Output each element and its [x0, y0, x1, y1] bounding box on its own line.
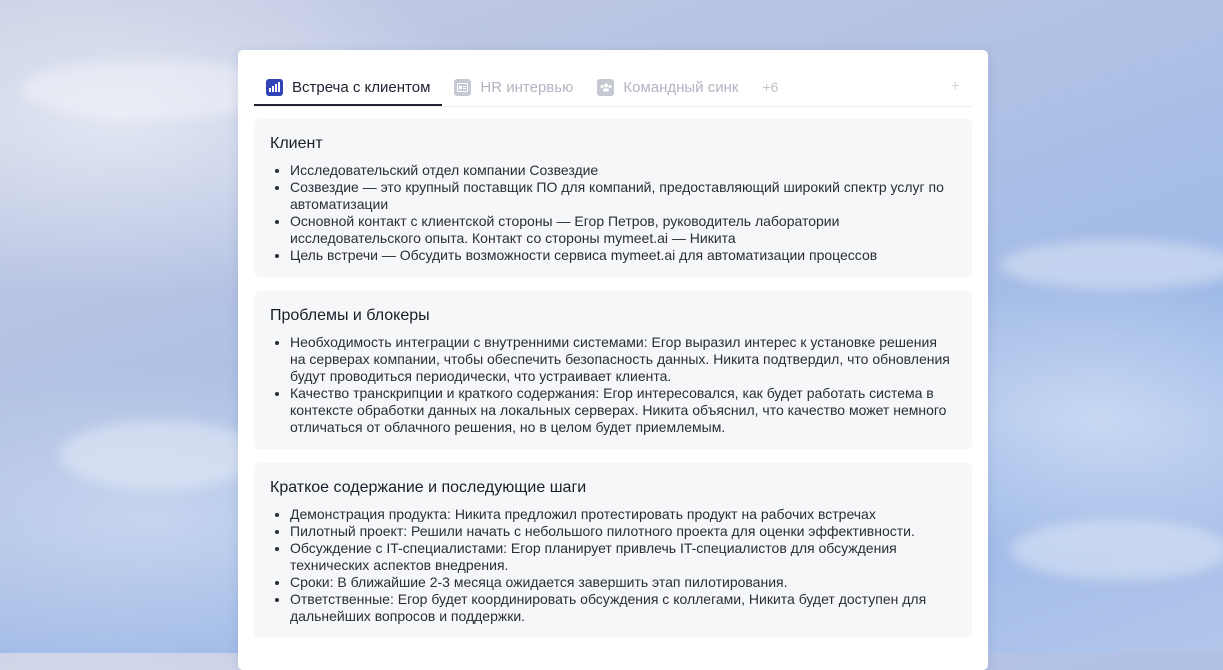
section-title: Клиент: [270, 135, 323, 152]
section-client: [254, 119, 972, 277]
list-item: • Пилотный проект: Решили начать с небольшого пилотного проекта для оценки эффективности.: [290, 523, 956, 540]
meeting-summary-card: [238, 50, 988, 670]
section-title: Проблемы и блокеры: [270, 307, 430, 324]
tab-hr-interview[interactable]: [442, 70, 585, 104]
list-item: • Цель встречи — Обсудить возможности сервиса mymeet.ai для автоматизации процессов: [290, 247, 956, 264]
list-item: • Ответственные: Егор будет координировать обсуждения с коллегами, Никита будет доступен для дальнейших вопросов и поддержки.: [290, 591, 956, 625]
tab-label: HR интервью: [480, 78, 574, 96]
list-item: • Обсуждение с IT-специалистами: Егор планирует привлечь IT-специалистов для обсуждения технических аспектов внедрения.: [290, 540, 956, 574]
section-title: Краткое содержание и последующие шаги: [270, 479, 587, 496]
cloud-decoration: [60, 420, 260, 490]
template-tabs: [254, 70, 972, 107]
section-list: [254, 506, 956, 625]
chart-bars-icon: [266, 79, 283, 96]
section-problems-blockers: [254, 291, 972, 449]
id-card-icon: [454, 79, 471, 96]
tab-label: Командный синк: [623, 78, 739, 96]
section-list: [254, 162, 956, 264]
list-item: • Демонстрация продукта: Никита предложил протестировать продукт на рабочих встречах: [290, 506, 956, 523]
add-tab-button[interactable]: +: [950, 78, 960, 95]
cloud-decoration: [1000, 240, 1223, 290]
cloud-decoration: [1010, 520, 1223, 580]
list-item: • Сроки: В ближайшие 2-3 месяца ожидается завершить этап пилотирования.: [290, 574, 956, 591]
list-item: • Основной контакт с клиентской стороны — Егор Петров, руководитель лаборатории исследовательского опыта. Контакт со стороны mymeet.ai — Никита: [290, 213, 956, 247]
more-tabs-button[interactable]: +6: [762, 79, 779, 95]
list-item: • Созвездие — это крупный поставщик ПО для компаний, предоставляющий широкий спектр услуг по автоматизации: [290, 179, 956, 213]
list-item: • Исследовательский отдел компании Созвездие: [290, 162, 956, 179]
section-summary-next-steps: [254, 463, 972, 638]
tab-client-meeting[interactable]: [254, 70, 442, 106]
tab-team-sync[interactable]: [585, 70, 750, 104]
section-list: [254, 334, 956, 436]
list-item: • Необходимость интеграции с внутренними системами: Егор выразил интерес к установке решения на серверах компании, чтобы обеспечить безопасность данных. Никита подтвердил, что обновления будут проводиться периодически, что устраивает клиента.: [290, 334, 956, 385]
list-item: • Качество транскрипции и краткого содержания: Егор интересовался, как будет работать система в контексте обработки данных на локальных серверах. Никита объяснил, что качество может немного отличаться от облачного решения, но в целом будет приемлемым.: [290, 385, 956, 436]
team-icon: [597, 79, 614, 96]
tab-label: Встреча с клиентом: [292, 78, 431, 96]
